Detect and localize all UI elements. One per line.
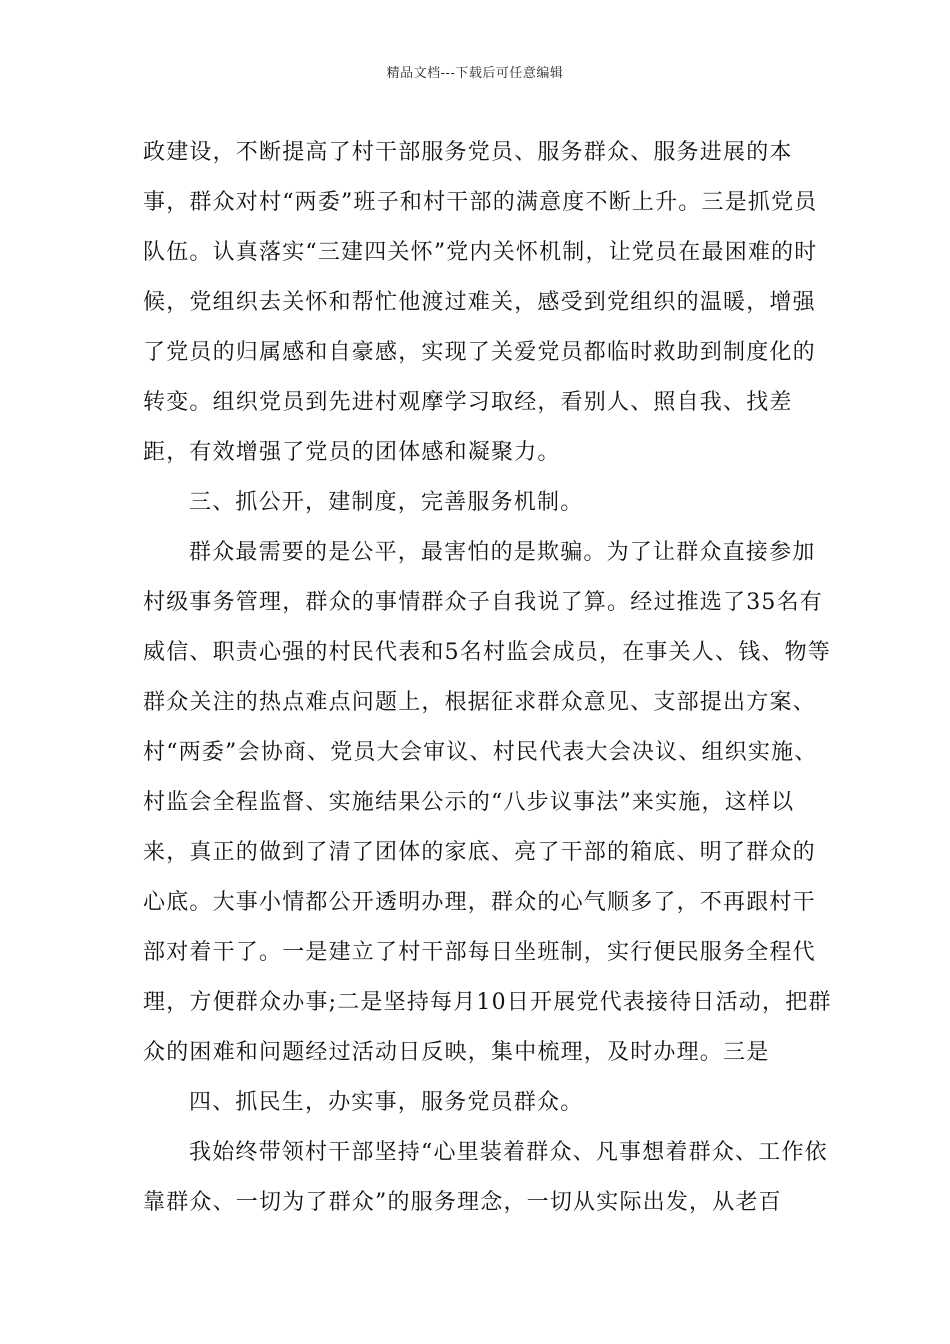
paragraph-1: 政建设，不断提高了村干部服务党员、服务群众、服务进展的本事，群众对村“两委”班子和村干部的满意度不断上升。三是抓党员队伍。认真落实“三建四关怀”党内关怀机制，让党员在最困难的时候，党组织去关怀和帮忙他渡过难关，感受到党组织的温暖，增强了党员的归属感和自豪感，实现了关爱党员都临时救助到制度化的转变。组织党员到先进村观摩学习取经，看别人、照自我、找差距，有效增强了党员的团体感和凝聚力。 (143, 140, 818, 465)
document-body (143, 128, 833, 1228)
section-heading-3: 三、抓公开，建制度，完善服务机制。 (189, 490, 584, 515)
section-heading-4: 四、抓民生，办实事，服务党员群众。 (189, 1090, 584, 1115)
page-header: 精品文档---下载后可任意编辑 (386, 66, 564, 81)
paragraph-2: 群众最需要的是公平，最害怕的是欺骗。为了让群众直接参加村级事务管理，群众的事情群众子自我说了算。经过推选了35名有威信、职责心强的村民代表和5名村监会成员，在事关人、钱、物等群众关注的热点难点问题上，根据征求群众意见、支部提出方案、村“两委”会协商、党员大会审议、村民代表大会决议、组织实施、村监会全程监督、实施结果公示的“八步议事法”来实施，这样以来，真正的做到了清了团体的家底、亮了干部的箱底、明了群众的心底。大事小情都公开透明办理，群众的心气顺多了，不再跟村干部对着干了。一是建立了村干部每日坐班制，实行便民服务全程代理，方便群众办事;二是坚持每月10日开展党代表接待日活动，把群众的困难和问题经过活动日反映，集中梳理，及时办理。三是 (143, 540, 832, 1065)
paragraph-3: 我始终带领村干部坚持“心里装着群众、凡事想着群众、工作依靠群众、一切为了群众”的服务理念，一切从实际出发，从老百 (143, 1140, 828, 1215)
